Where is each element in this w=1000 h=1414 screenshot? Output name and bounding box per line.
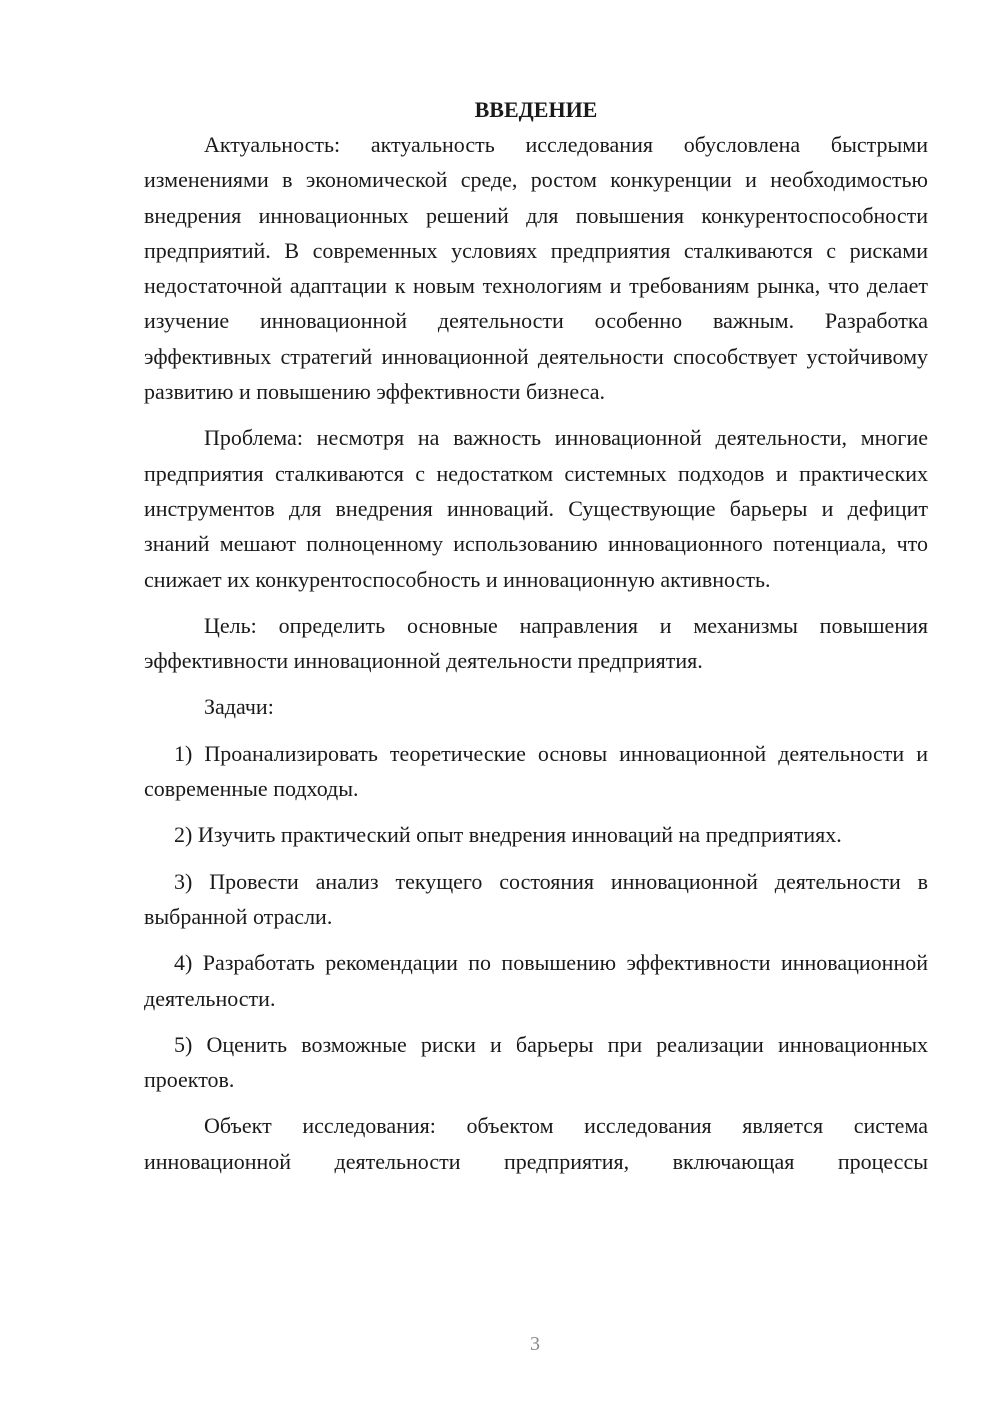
paragraph-actuality: Актуальность: актуальность исследования обусловлена быстрыми изменениями в экономической среде, ростом конкуренции и необходимостью внедрения инновационных решений для повышения конкурентоспособности предприятий. В современных условиях предприятия сталкиваются с рисками недостаточной адаптации к новым технологиям и требованиям рынка, что делает изучение инновационной деятельности особенно важным. Разработка эффективных стратегий инновационной деятельности способствует устойчивому развитию и повышению эффективности бизнеса. (144, 132, 928, 405)
paragraph-goal: Цель: определить основные направления и механизмы повышения эффективности инновационной деятельности предприятия. (144, 612, 928, 674)
task-item-3: 3) Провести анализ текущего состояния инновационной деятельности в выбранной отрасли. (144, 868, 928, 929)
task-item-4: 4) Разработать рекомендации по повышению эффективности инновационной деятельности. (144, 950, 928, 1011)
task-item-1: 1) Проанализировать теоретические основы инновационной деятельности и современные подходы. (144, 740, 928, 802)
task-item-5: 5) Оценить возможные риски и барьеры при реализации инновационных проектов. (144, 1031, 928, 1093)
page-number: 3 (530, 1333, 540, 1355)
task-item-2: 2) Изучить практический опыт внедрения инноваций на предприятиях. (174, 822, 842, 848)
section-heading: ВВЕДЕНИЕ (474, 97, 598, 122)
paragraph-object: Объект исследования: объектом исследования является система инновационной деятельности предприятия, включающая процессы (144, 1113, 928, 1174)
document-page (144, 92, 928, 1190)
tasks-label: Задачи: (204, 694, 274, 720)
paragraph-problem: Проблема: несмотря на важность инновационной деятельности, многие предприятия сталкиваются с недостатком системных подходов и практических инструментов для внедрения инноваций. Существующие барьеры и дефицит знаний мешают полноценному использованию инновационного потенциала, что снижает их конкурентоспособность и инновационную активность. (144, 425, 928, 592)
